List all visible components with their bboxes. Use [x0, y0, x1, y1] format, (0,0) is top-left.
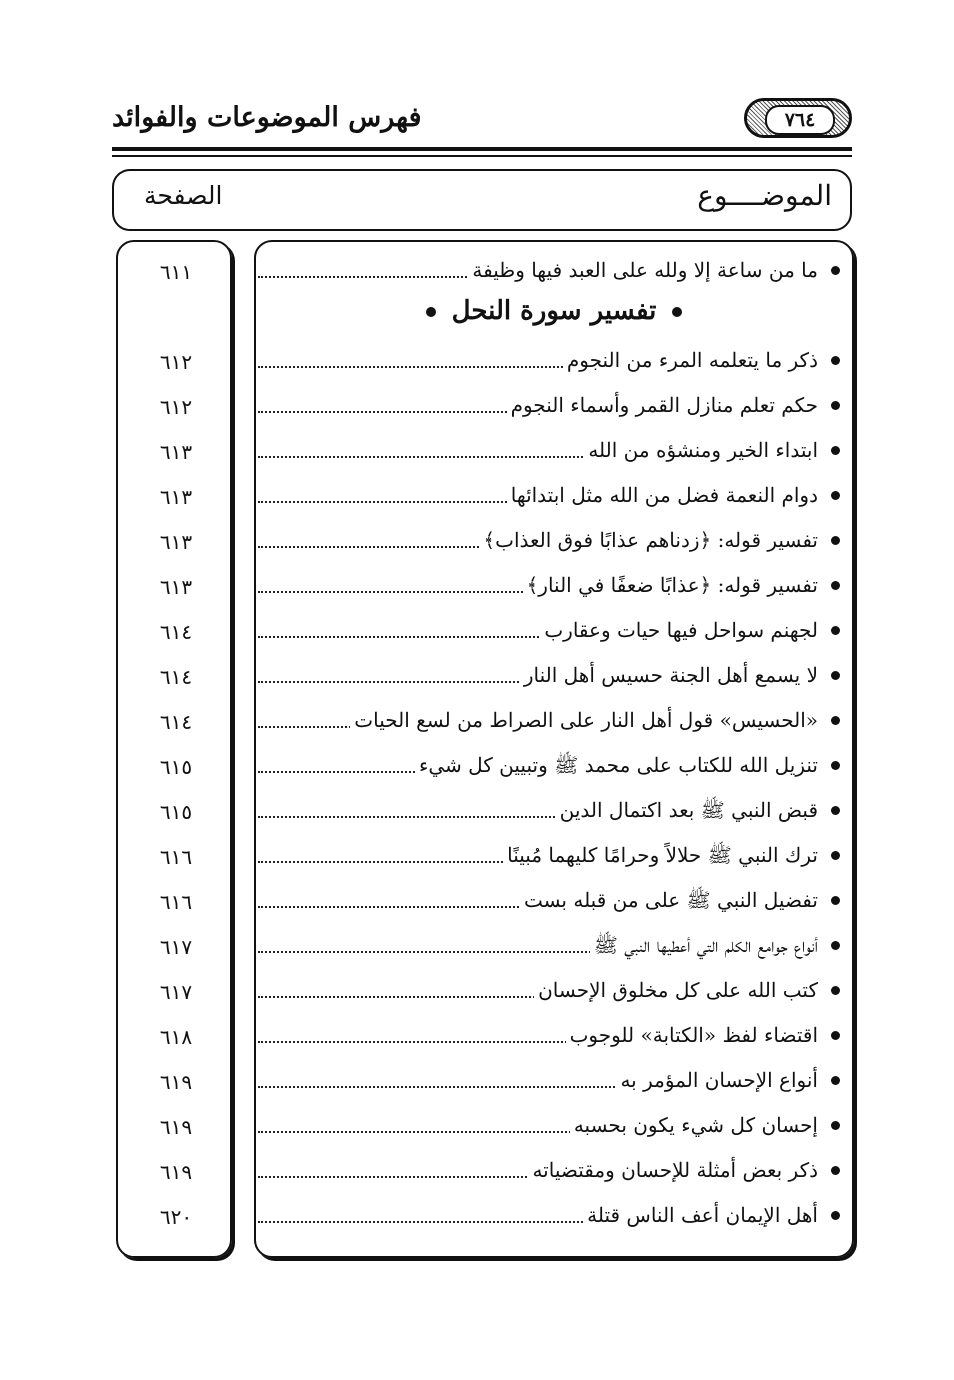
- bullet-icon: [831, 671, 840, 680]
- page-numbers-column: [116, 240, 232, 1258]
- toc-entry: [258, 798, 818, 828]
- column-header-page: الصفحة: [144, 181, 223, 210]
- toc-entry: [258, 483, 818, 513]
- entry-title: دوام النعمة فضل من الله مثل ابتدائها: [507, 483, 818, 507]
- bullet-icon: [831, 1076, 840, 1085]
- toc-entry: [258, 573, 818, 603]
- entry-title: تفضيل النبي ﷺ على من قبله بست: [520, 888, 818, 917]
- toc-entry: [258, 663, 818, 693]
- entry-page-number: ٦١٢: [159, 350, 193, 374]
- bullet-icon: [831, 536, 840, 545]
- header-rule-thin: [112, 155, 852, 157]
- entry-title: ما من ساعة إلا ولله على العبد فيها وظيفة: [468, 258, 818, 282]
- column-header-subject: الموضــــوع: [697, 179, 832, 212]
- entry-page-number: ٦١٦: [159, 845, 193, 869]
- bullet-icon: [831, 806, 840, 815]
- entry-title: تنزيل الله للكتاب على محمد ﷺ وتبيين كل شيء: [415, 753, 818, 782]
- entry-page-number: ٦١٦: [159, 890, 193, 914]
- entry-title: كتب الله على كل مخلوق الإحسان: [534, 978, 818, 1002]
- bullet-icon: [831, 896, 840, 905]
- entry-title: تفسير قوله: ﴿زدناهم عذابًا فوق العذاب﴾: [479, 528, 818, 552]
- topics-column: [254, 240, 854, 1258]
- page-number-badge: [744, 98, 852, 138]
- entry-page-number: ٦١٣: [159, 530, 193, 554]
- entry-page-number: ٦١٤: [159, 620, 193, 644]
- bullet-icon: [831, 401, 840, 410]
- toc-entry: [258, 753, 818, 783]
- toc-entry: [258, 618, 818, 648]
- bullet-icon: [831, 761, 840, 770]
- page-header: [112, 98, 852, 144]
- toc-entry: [258, 1158, 818, 1188]
- bullet-icon: [831, 941, 840, 950]
- entry-title: أهل الإيمان أعف الناس قتلة: [583, 1203, 818, 1227]
- bullet-icon: [831, 986, 840, 995]
- bullet-icon: [831, 356, 840, 365]
- running-title: فهرس الموضوعات والفوائد: [112, 102, 422, 133]
- entry-page-number: ٦١٩: [159, 1115, 193, 1139]
- toc-entry: [258, 1023, 818, 1053]
- page-number: ٧٦٤: [765, 105, 835, 135]
- entry-page-number: ٦١٩: [159, 1160, 193, 1184]
- entry-title: ذكر ما يتعلمه المرء من النجوم: [563, 348, 818, 372]
- toc-entry: [258, 933, 818, 963]
- toc-entry: [258, 888, 818, 918]
- entry-title: اقتضاء لفظ «الكتابة» للوجوب: [566, 1023, 818, 1047]
- entry-page-number: ٦١٧: [159, 980, 193, 1004]
- entry-title: قبض النبي ﷺ بعد اكتمال الدين: [556, 798, 818, 827]
- toc-entry: [258, 708, 818, 738]
- entry-title: «الحسيس» قول أهل النار على الصراط من لسع الحيات: [350, 708, 818, 732]
- bullet-icon: [831, 851, 840, 860]
- bullet-icon: [831, 446, 840, 455]
- entry-page-number: ٦١٨: [159, 1025, 193, 1049]
- entry-page-number: ٦٢٠: [159, 1205, 193, 1229]
- bullet-icon: [831, 266, 840, 275]
- toc-entry: [258, 393, 818, 423]
- toc-entry: [258, 1068, 818, 1098]
- entry-page-number: ٦١٤: [159, 665, 193, 689]
- bullet-icon: [831, 581, 840, 590]
- entry-title: إحسان كل شيء يكون بحسبه: [570, 1113, 818, 1137]
- toc-entry: [258, 1113, 818, 1143]
- entry-page-number: ٦١٣: [159, 440, 193, 464]
- entry-title: لا يسمع أهل الجنة حسيس أهل النار: [520, 663, 818, 687]
- header-rule-thick: [112, 147, 852, 151]
- toc-entry: [258, 258, 818, 288]
- toc-entry: [258, 843, 818, 873]
- entry-title: حكم تعلم منازل القمر وأسماء النجوم: [507, 393, 818, 417]
- bullet-icon: [831, 626, 840, 635]
- toc-entry: [258, 528, 818, 558]
- bullet-icon: [831, 1166, 840, 1175]
- entry-title: أنواع جوامع الكلم التي أعطيها النبي ﷺ: [590, 933, 818, 962]
- section-heading-text: تفسير سورة النحل: [451, 296, 657, 326]
- entry-page-number: ٦١٣: [159, 575, 193, 599]
- section-heading: [254, 296, 854, 326]
- entry-title: لجهنم سواحل فيها حيات وعقارب: [540, 618, 818, 642]
- bullet-icon: [831, 1211, 840, 1220]
- entry-title: ترك النبي ﷺ حلالاً وحرامًا كليهما مُبينًا: [503, 843, 818, 872]
- entry-page-number: ٦١٥: [159, 800, 193, 824]
- entry-title: تفسير قوله: ﴿عذابًا ضعفًا في النار﴾: [523, 573, 818, 597]
- toc-entry: [258, 348, 818, 378]
- column-header-box: [112, 169, 852, 231]
- entry-page-number: ٦١٩: [159, 1070, 193, 1094]
- bullet-icon: [831, 1121, 840, 1130]
- entry-page-number: ٦١٧: [159, 935, 193, 959]
- toc-entry: [258, 438, 818, 468]
- entry-title: ابتداء الخير ومنشؤه من الله: [584, 438, 818, 462]
- entry-page-number: ٦١٢: [159, 395, 193, 419]
- entry-page-number: ٦١٤: [159, 710, 193, 734]
- toc-entry: [258, 978, 818, 1008]
- toc-entry: [258, 1203, 818, 1233]
- entry-page-number: ٦١٥: [159, 755, 193, 779]
- entry-page-number: ٦١١: [159, 260, 193, 284]
- bullet-icon: [831, 1031, 840, 1040]
- bullet-icon: [831, 491, 840, 500]
- bullet-icon: [831, 716, 840, 725]
- bullet-icon: [672, 307, 682, 317]
- bullet-icon: [426, 307, 436, 317]
- entry-title: أنواع الإحسان المؤمر به: [616, 1068, 818, 1092]
- entry-page-number: ٦١٣: [159, 485, 193, 509]
- entry-title: ذكر بعض أمثلة للإحسان ومقتضياته: [528, 1158, 818, 1182]
